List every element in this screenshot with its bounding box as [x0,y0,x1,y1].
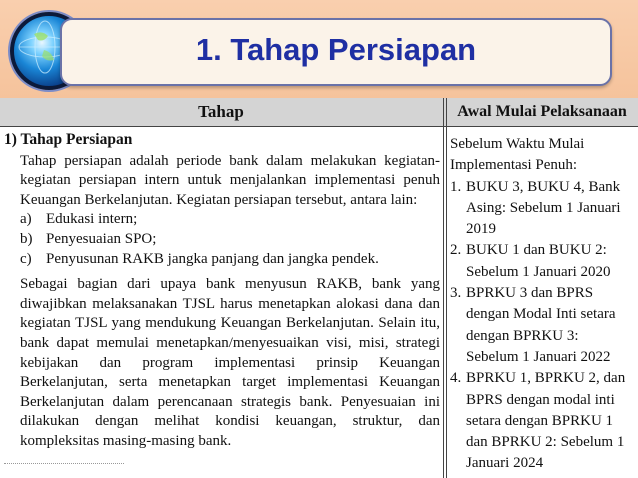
table-header-row [0,98,638,127]
second-paragraph: Sebagai bagian dari upaya bank menyusun RAKB, bank yang diwajibkan melaksanakan TJSL harus menetapkan alokasi dana dan kegiatan TJSL yang mendukung Keuangan Berkelanjutan. Selain itu, bank dapat memulai menetapkan/menyesuaikan visi, misi, strategi kebijakan dan program implementasi prinsip Keuangan Berkelanjutan, serta menetapkan target implementasi Keuangan Berkelanjutan dalam perencanaan strategis bank. Penyesuaian ini dilakukan dengan melihat kondisi keuangan, struktur, dan kompleksitas masing-masing bank. [20,276,440,449]
slide-title: 1. Tahap Persiapan [195,32,477,67]
item-text: BUKU 3, BUKU 4, Bank Asing: Sebelum 1 Januari 2019 [466,178,621,238]
item-text: BPRKU 1, BPRKU 2, dan BPRS dengan modal inti setara dengan BPRKU 1 dan BPRKU 2: Sebelum 1 Januari 2024 [466,370,626,472]
item-text: BUKU 1 dan BUKU 2: Sebelum 1 Januari 2020 [466,242,611,280]
page-footer-line [4,463,124,472]
column-header-awal-mulai: Awal Mulai Pelaksanaan [457,103,627,120]
timeline-item [450,283,634,368]
item-number: 2. [450,242,462,259]
item-text: BPRKU 3 dan BPRS dengan Modal Inti setara dengan BPRKU 3: Sebelum 1 Januari 2022 [466,285,616,365]
list-item-text: Penyusunan RAKB jangka panjang dan jangka pendek. [46,250,379,267]
item-number: 4. [450,370,462,387]
intro-paragraph: Tahap persiapan adalah periode bank dalam melakukan kegiatan-kegiatan persiapan intern untuk menjalankan implementasi penuh Keuangan Berkelanjutan. Kegiatan persiapan tersebut, antara lain: [20,152,440,208]
awal-mulai-cell [450,134,634,475]
item-number: 3. [450,285,462,302]
column-divider [446,98,447,478]
column-divider [443,98,444,478]
list-marker: c) [20,250,32,267]
list-item-text: Edukasi intern; [46,211,138,228]
list-item-text: Penyesuaian SPO; [46,230,157,247]
list-marker: a) [20,211,32,228]
list-item [20,250,440,270]
item-number: 1. [450,178,462,195]
activity-list [4,210,440,269]
timeline-item [450,368,634,474]
list-item [20,210,440,230]
tahap-cell [4,130,440,452]
document-table [0,98,638,478]
column-header-tahap: Tahap [198,102,244,121]
title-box [60,18,612,86]
section-title: 1) Tahap Persiapan [4,131,133,148]
list-marker: b) [20,230,33,247]
list-item [20,230,440,250]
timeline-item [450,240,634,283]
timeline-item [450,177,634,241]
timeline-intro: Sebelum Waktu Mulai Implementasi Penuh: [450,136,585,174]
